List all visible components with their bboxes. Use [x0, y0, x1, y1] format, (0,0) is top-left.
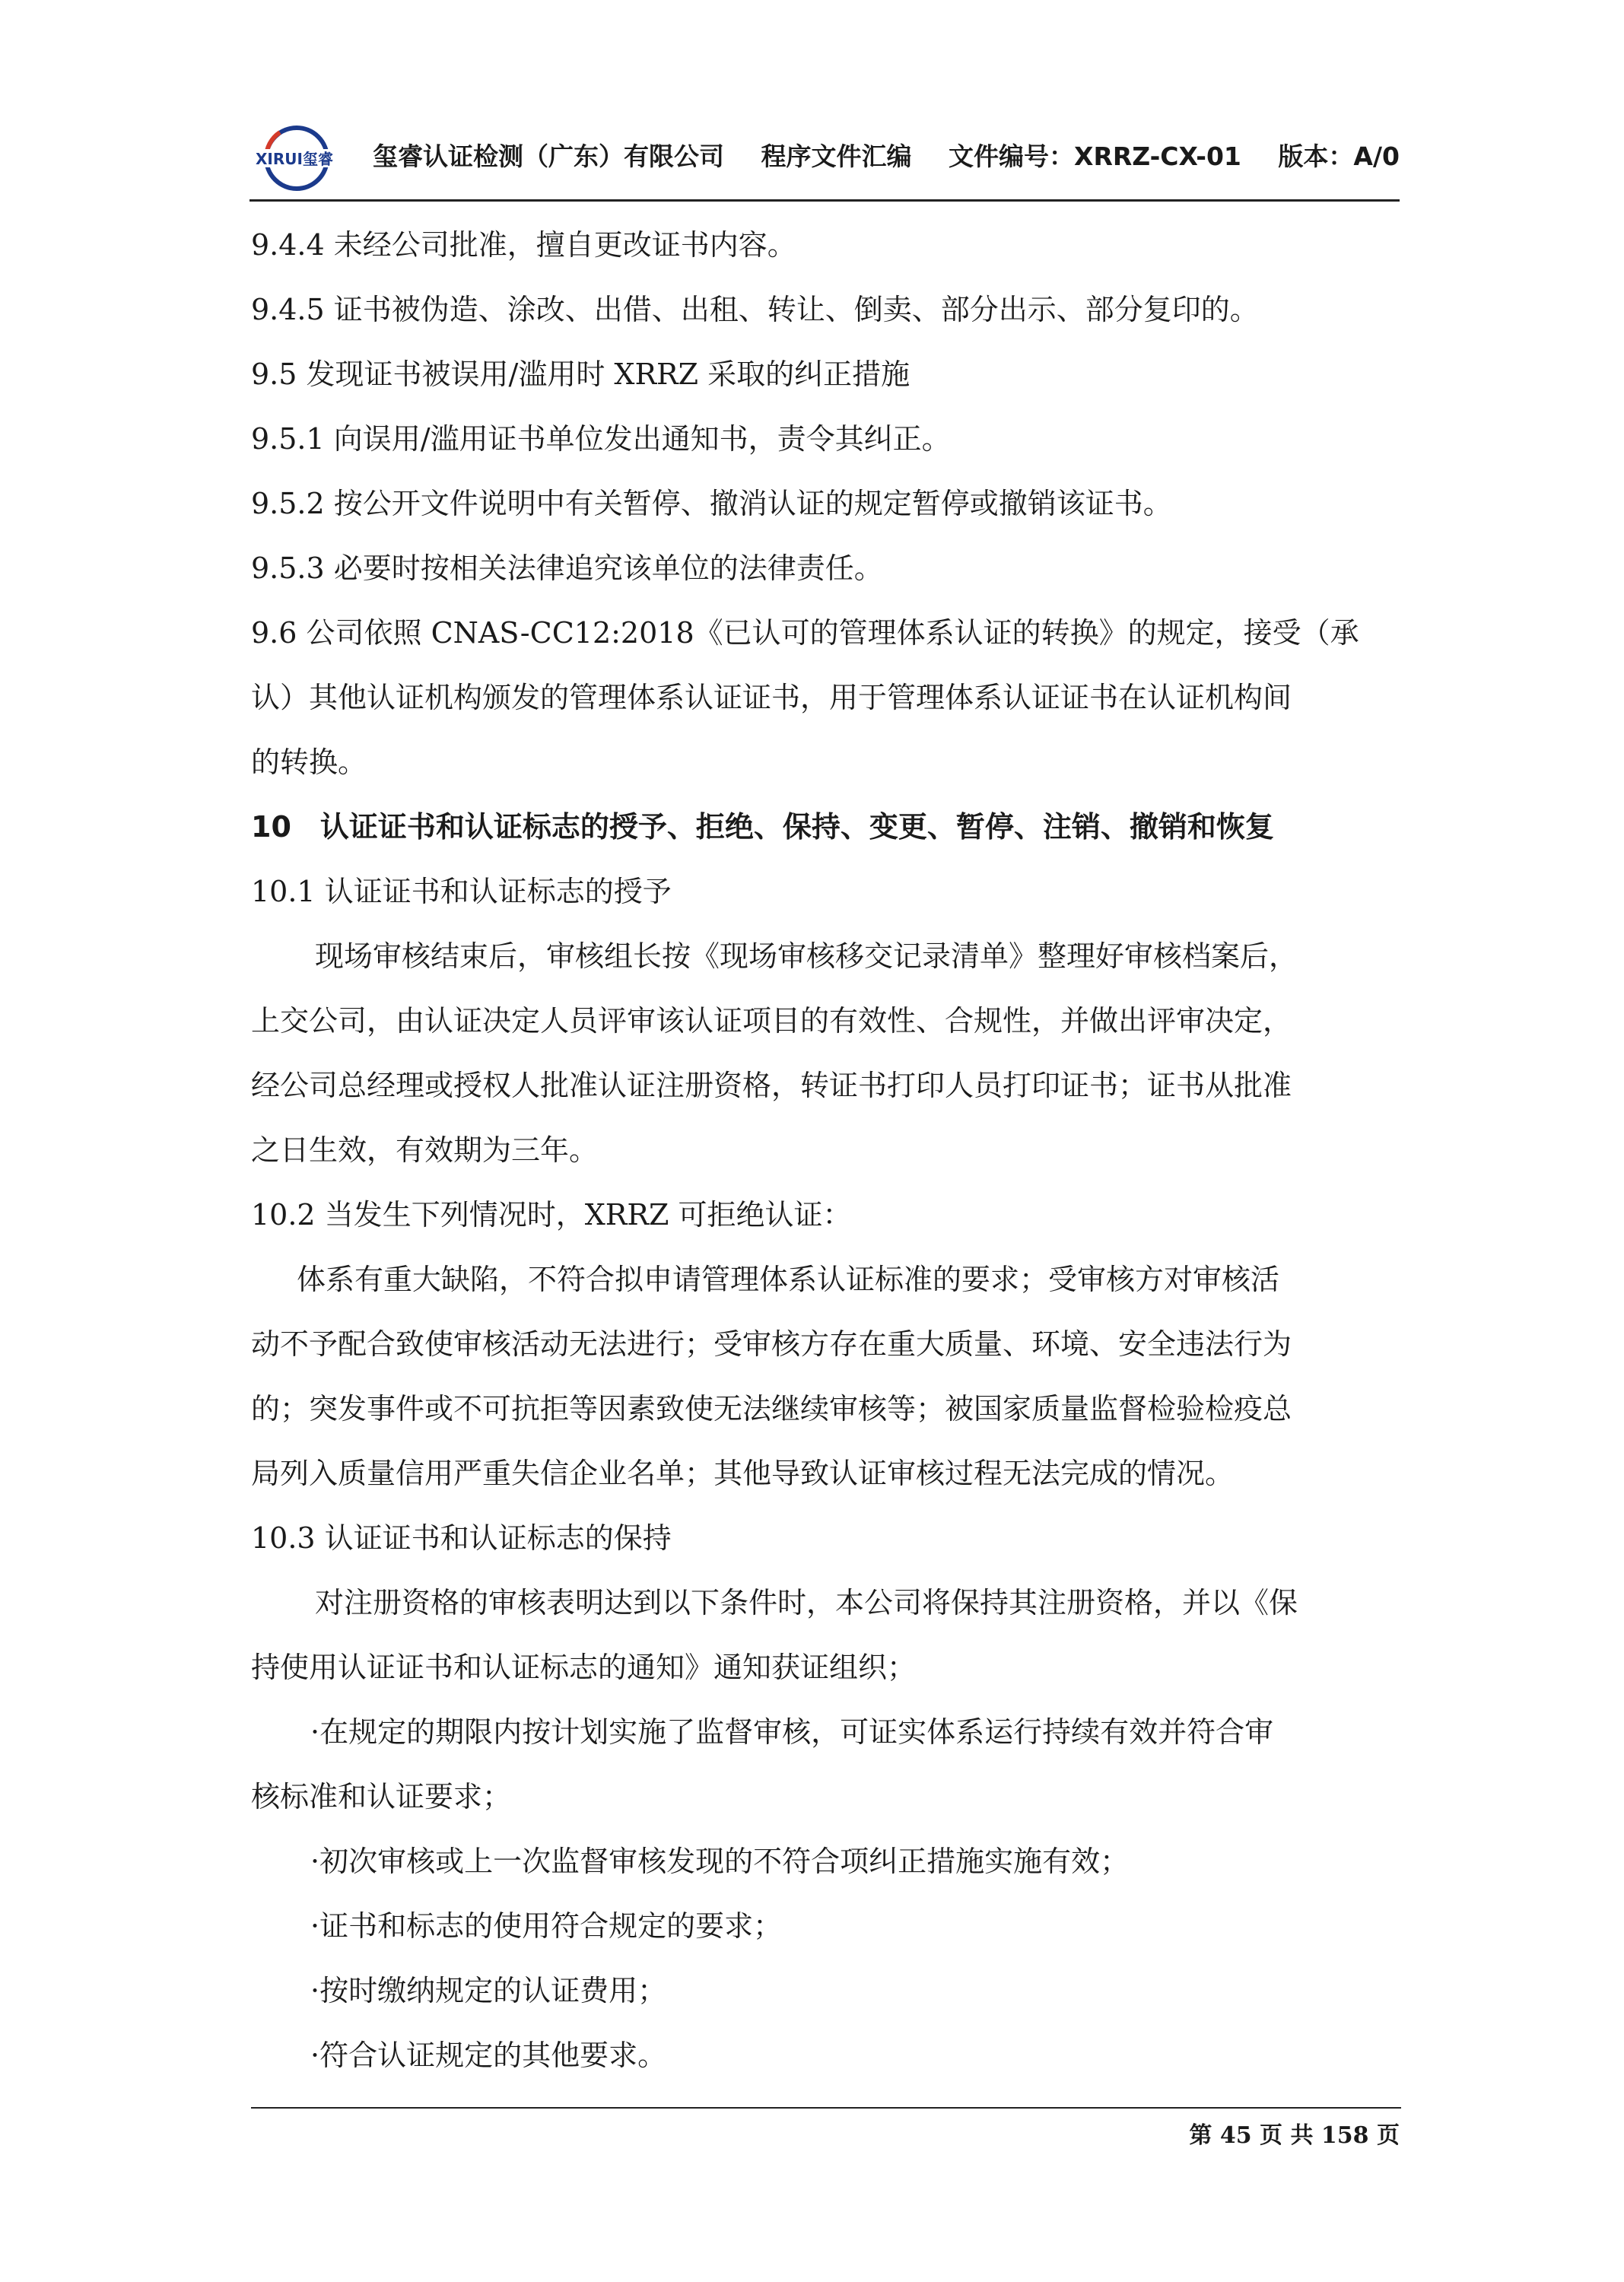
clause-10-3-heading: 10.3 认证证书和认证标志的保持: [251, 1521, 672, 1555]
clause-9-6-line-3: 的转换。: [251, 745, 367, 779]
clause-9-5-heading: 9.5 发现证书被误用/滥用时 XRRZ 采取的纠正措施: [251, 358, 911, 391]
paragraph-10-2-line-4: 局列入质量信用严重失信企业名单；其他导致认证审核过程无法完成的情况。: [251, 1457, 1235, 1490]
section-10-heading: 10 认证证书和认证标志的授予、拒绝、保持、变更、暂停、注销、撤销和恢复: [251, 810, 1274, 844]
list-item-1-line-2: 核标准和认证要求；: [251, 1780, 512, 1813]
svg-text:XIRUI玺睿: XIRUI玺睿: [256, 150, 333, 168]
clause-9-6-line-1: 9.6 公司依照 CNAS-CC12:2018《已认可的管理体系认证的转换》的规定，接受（承: [251, 616, 1359, 650]
paragraph-10-1-line-2: 上交公司，由认证决定人员评审该认证项目的有效性、合规性，并做出评审决定，: [251, 1004, 1292, 1038]
clause-9-6-line-2: 认）其他认证机构颁发的管理体系认证证书，用于管理体系认证证书在认证机构间: [251, 681, 1292, 714]
clause-9-4-4: 9.4.4 未经公司批准，擅自更改证书内容。: [251, 228, 796, 262]
clause-9-5-2: 9.5.2 按公开文件说明中有关暂停、撤消认证的规定暂停或撤销该证书。: [251, 487, 1172, 520]
paragraph-10-2-line-2: 动不予配合致使审核活动无法进行；受审核方存在重大质量、环境、安全违法行为: [251, 1327, 1292, 1361]
list-item-2: ·初次审核或上一次监督审核发现的不符合项纠正措施实施有效；: [310, 1845, 1130, 1878]
document-number: 文件编号：XRRZ-CX-01: [949, 141, 1241, 171]
paragraph-10-3-line-2: 持使用认证证书和认证标志的通知》通知获证组织；: [251, 1651, 917, 1684]
list-item-3: ·证书和标志的使用符合规定的要求；: [310, 1909, 783, 1943]
list-item-4: ·按时缴纳规定的认证费用；: [310, 1974, 667, 2007]
page-header: [249, 120, 1400, 204]
footer-divider: [251, 2107, 1401, 2109]
header-divider: [249, 199, 1400, 202]
paragraph-10-1-line-4: 之日生效，有效期为三年。: [251, 1133, 599, 1167]
paragraph-10-2-line-3: 的；突发事件或不可抗拒等因素致使无法继续审核等；被国家质量监督检验检疫总: [251, 1392, 1292, 1425]
page-number: 第 45 页 共 158 页: [1189, 2122, 1400, 2149]
document-body: [251, 213, 1403, 2088]
paragraph-10-2-line-1: 体系有重大缺陷，不符合拟申请管理体系认证标准的要求；受审核方对审核活: [297, 1263, 1280, 1296]
clause-9-4-5: 9.4.5 证书被伪造、涂改、出借、出租、转让、倒卖、部分出示、部分复印的。: [251, 293, 1259, 326]
clause-10-1-heading: 10.1 认证证书和认证标志的授予: [251, 875, 672, 908]
logo-icon: [249, 120, 364, 196]
list-item-5: ·符合认证规定的其他要求。: [310, 2039, 667, 2072]
clause-9-5-1: 9.5.1 向误用/滥用证书单位发出通知书，责令其纠正。: [251, 422, 951, 456]
company-name: 玺睿认证检测（广东）有限公司: [373, 141, 724, 171]
list-item-1-line-1: ·在规定的期限内按计划实施了监督审核，可证实体系运行持续有效并符合审: [310, 1715, 1274, 1749]
paragraph-10-3-line-1: 对注册资格的审核表明达到以下条件时，本公司将保持其注册资格，并以《保: [315, 1586, 1298, 1619]
paragraph-10-1-line-1: 现场审核结束后，审核组长按《现场审核移交记录清单》整理好审核档案后，: [315, 939, 1298, 973]
clause-10-2-heading: 10.2 当发生下列情况时，XRRZ 可拒绝认证：: [251, 1198, 852, 1232]
header-text: [373, 137, 1400, 173]
clause-9-5-3: 9.5.3 必要时按相关法律追究该单位的法律责任。: [251, 551, 883, 585]
company-logo: [249, 120, 364, 196]
document-version: 版本：A/0: [1278, 141, 1400, 171]
document-set-title: 程序文件汇编: [761, 141, 912, 171]
paragraph-10-1-line-3: 经公司总经理或授权人批准认证注册资格，转证书打印人员打印证书；证书从批准: [251, 1069, 1292, 1102]
